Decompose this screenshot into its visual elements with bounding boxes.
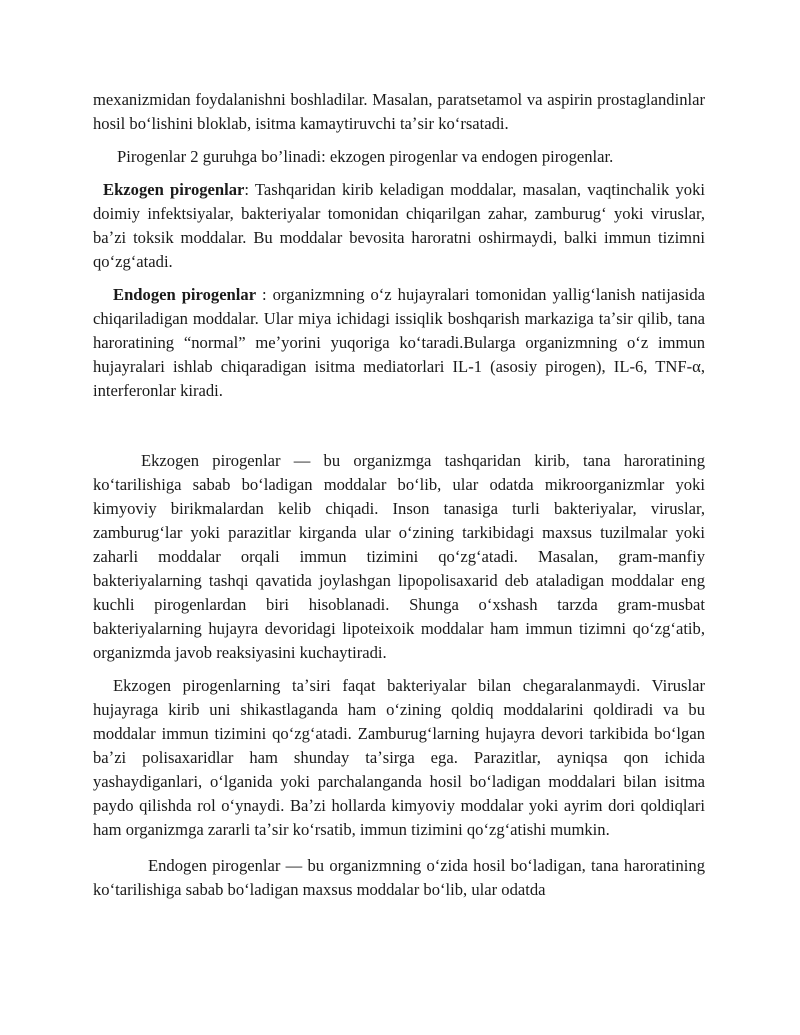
paragraph-endogenous-detail (93, 854, 705, 902)
paragraph-text: mexanizmidan foydalanishni boshladilar. Masalan, paratsetamol va aspirin prostaglandinlar hosil boʻlishini bloklab, isitma kamaytiruvchi taʼsir koʻrsatadi. (93, 90, 705, 133)
paragraph-pirogen-groups (93, 145, 705, 169)
term-endogenous: Endogen pirogenlar (113, 285, 257, 304)
paragraph-text: Ekzogen pirogenlarning taʼsiri faqat bakteriyalar bilan chegaralanmaydi. Viruslar hujayraga kirib uni shikastlaganda ham oʻzining qoldiq moddalarini qoldiradi va bu moddalar immun tizimini qoʻzgʻatadi. Zamburugʻlarning hujayra devori tarkibida boʻlgan baʼzi polisaxaridlar ham shunday taʼsirga ega. Parazitlar, ayniqsa qon ichida yashaydiganlari, oʻlganida yoki parchalanganda hosil boʻladigan moddalari bilan isitma paydo qilishda rol oʻynaydi. Baʼzi hollarda kimyoviy moddalar yoki ayrim dori qoldiqlari ham organizmga zararli taʼsir koʻrsatib, immun tizimini qoʻzgʻatishi mumkin. (93, 676, 705, 839)
paragraph-text: : organizmning oʻz hujayralari tomonidan yalligʻlanish natijasida chiqariladigan moddalar. Ular miya ichidagi issiqlik boshqarish markaziga taʼsir qilib, tana haroratining “normal” meʼyorini yuqoriga koʻtaradi.Bularga organizmning oʻz immun hujayralari ishlab chiqaradigan isitma mediatorlari IL-1 (asosiy pirogen), IL-6, TNF-α, interferonlar kiradi. (93, 285, 705, 400)
paragraph-endogenous-definition (93, 283, 705, 403)
paragraph-text: Ekzogen pirogenlar — bu organizmga tashqaridan kirib, tana haroratining koʻtarilishiga sabab boʻladigan moddalar boʻlib, ular odatda mikroorganizmlar yoki kimyoviy birikmalardan kelib chiqadi. Inson tanasiga turli bakteriyalar, viruslar, zamburugʻlar yoki parazitlar kirganda ular oʻzining tarkibidagi maxsus tuzilmalar yoki zaharli moddalar orqali immun tizimini qoʻzgʻatadi. Masalan, gram-manfiy bakteriyalarning tashqi qavatida joylashgan lipopolisaxarid deb ataladigan moddalar eng kuchli pirogenlardan biri hisoblanadi. Shunga oʻxshash tarzda gram-musbat bakteriyalarning hujayra devoridagi lipoteixoik moddalar ham immun tizimni qoʻzgʻatib, organizmda javob reaksiyasini kuchaytiradi. (93, 451, 705, 662)
term-exogenous: Ekzogen pirogenlar (103, 180, 245, 199)
paragraph-continuation (93, 88, 705, 136)
paragraph-text: Endogen pirogenlar — bu organizmning oʻzida hosil boʻladigan, tana haroratining koʻtarilishiga sabab boʻladigan maxsus moddalar boʻlib, ular odatda (93, 856, 705, 899)
paragraph-exogenous-effects (93, 674, 705, 842)
paragraph-exogenous-detail (93, 449, 705, 665)
document-page (93, 88, 705, 902)
paragraph-text: Pirogenlar 2 guruhga bo’linadi: ekzogen pirogenlar va endogen pirogenlar. (117, 147, 614, 166)
paragraph-text: : Tashqaridan kirib keladigan moddalar, masalan, vaqtinchalik yoki doimiy infektsiyalar, bakteriyalar tomonidan chiqarilgan zahar, zamburugʻ yoki viruslar, baʼzi toksik moddalar. Bu moddalar bevosita haroratni oshirmaydi, balki immun tizimni qoʻzgʻatadi. (93, 180, 705, 271)
paragraph-exogenous-definition (93, 178, 705, 274)
